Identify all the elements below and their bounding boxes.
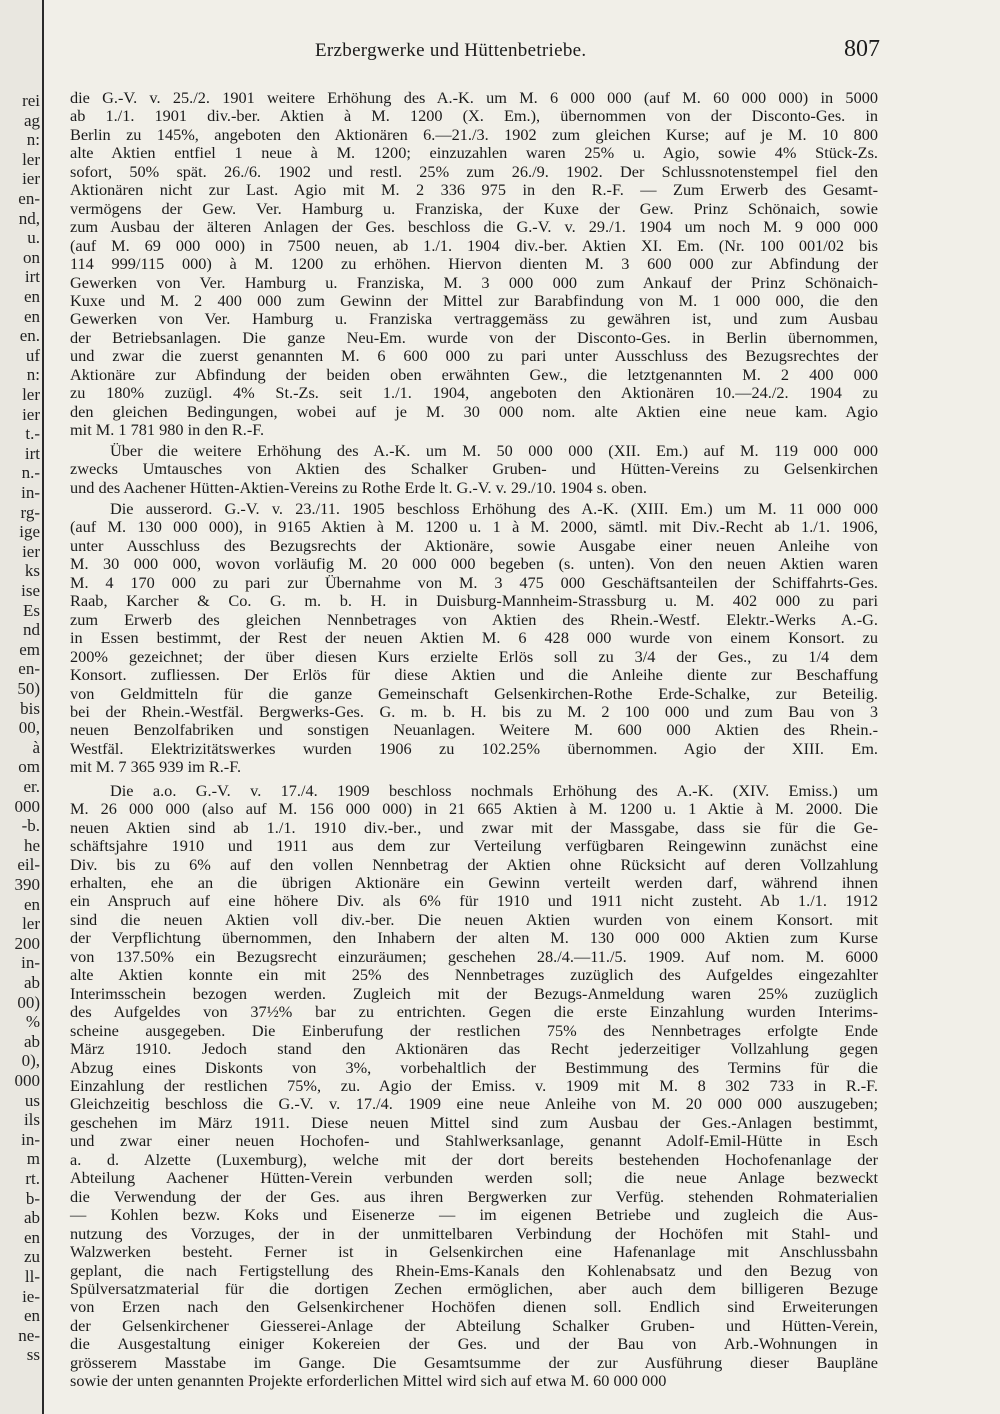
margin-fragment: rg-: [20, 502, 40, 522]
text-line: alte Aktien entfiel 1 neue à M. 1200; einzuzahlen waren 25% u. Agio, sowie 4% Stück-Zs.: [70, 143, 878, 163]
text-line: Die a.o. G.-V. v. 17./4. 1909 beschloss nochmals Erhöhung des A.-K. (XIV. Emiss.) um: [110, 780, 878, 800]
margin-fragment: 000: [14, 796, 40, 816]
text-line: (auf M. 69 000 000) in 7500 neuen, ab 1./1. 1904 div.-ber. Aktien XI. Em. (Nr. 100 001/02 bis: [70, 235, 878, 255]
margin-fragment: en: [23, 306, 40, 326]
text-line: Raab, Karcher & Co. G. m. b. H. in Duisburg-Mannheim-Strassburg u. M. 402 000 zu pari: [70, 591, 878, 611]
margin-fragment: en: [23, 1227, 40, 1247]
text-line: des Aufgeldes von 37½% bar zu entrichten. Gegen die erste Einzahlung wurden Interims-: [70, 1002, 878, 1022]
margin-fragment: en: [23, 894, 40, 914]
margin-fragment: u.: [27, 228, 40, 248]
text-line: Walzwerken besteht. Ferner ist in Gelsenkirchen eine Hafenanlage mit Anschlussbahn: [70, 1242, 878, 1262]
text-line: (auf M. 130 000 000), in 9165 Aktien à M. 1200 u. 1 à M. 2000, sämtl. mit Div.-Recht ab 1./1. 1906,: [70, 517, 878, 537]
text-line: zum Ausbau der älteren Anlagen der Ges. beschloss die G.-V. v. 29./1. 1904 um noch M. 9 000 000: [70, 217, 878, 237]
text-line: Div. bis zu 6% auf den vollen Nennbetrag der Aktien ohne Rücksicht auf deren Vollzahlung: [70, 854, 878, 874]
text-line: scheine ausgegeben. Die Einberufung der restlichen 75% des Nennbetrages erfolgte Ende: [70, 1020, 878, 1040]
margin-fragment: ag: [23, 110, 40, 130]
text-line: geplant, die nach Fertigstellung des Rhein-Ems-Kanals den Kohlenabsatz und den Bezug von: [70, 1260, 878, 1280]
text-line: von Geldmitteln für die ganze Gemeinschaft Gelsenkirchen-Rothe Erde-Schalke, zur Beteilig.: [70, 683, 878, 703]
margin-fragment: t.-: [25, 424, 40, 444]
text-line: von 137.50% ein Bezugsrecht einzuräumen; geschehen 28./4.—11./5. 1909. Auf nom. M. 6000: [70, 946, 878, 966]
margin-fragment: b-: [25, 1188, 40, 1208]
margin-fragment: er.: [23, 777, 40, 796]
margin-fragment: ier: [22, 541, 40, 561]
text-line: die Ausgestaltung einiger Kokereien der Ges. und der Bau von Arb.-Wohnungen in: [70, 1334, 878, 1354]
margin-fragment: ss: [26, 1345, 40, 1365]
margin-fragment: n:: [26, 365, 40, 385]
paragraph: [70, 89, 878, 440]
text-line: ab 1./1. 1901 div.-ber. Aktien à M. 1200 (X. Em.), übernommen von der Disconto-Ges. in: [70, 106, 878, 126]
text-line: alte Aktien konnte ein mit 25% des Nennbetrages zuzüglich des Aufgeldes eingezahlter: [70, 965, 878, 985]
text-line: grösserem Masstabe im Gange. Die Gesamtsumme der zur Ausführung dieser Baupläne: [70, 1352, 878, 1372]
body-text: [70, 89, 878, 1391]
text-line: mit M. 1 781 980 in den R.-F.: [70, 420, 265, 440]
text-line: geschehen im März 1911. Diese neuen Mittel sind zum Ausbau der Ges.-Anlagen bestimmt,: [70, 1112, 878, 1132]
text-line: vermögens der Gew. Ver. Hamburg u. Franziska, der Kuxe der Gew. Prinz Schönaich, sowie: [70, 198, 878, 218]
margin-fragment: irt: [24, 443, 40, 463]
text-line: bei der Rhein.-Westfäl. Bergwerks-Ges. G. m. b. H. bis zu M. 2 100 000 und zum Bau von 3: [70, 701, 878, 721]
margin-fragment: em: [19, 639, 40, 659]
margin-fragment: 00,: [18, 718, 40, 738]
text-line: M. 4 170 000 zu pari zur Übernahme von M. 3 475 000 Geschäftsanteilen der Schiffahrts-Ges.: [70, 572, 878, 592]
text-line: ein Anspruch auf eine höhere Div. als 6% für 1910 und 1911 nicht zusteht. Ab 1./1. 1912: [70, 891, 878, 911]
text-line: den gleichen Bedingungen, wobei auf je M. 30 000 nom. alte Aktien eine neue kam. Agio: [70, 401, 878, 421]
text-line: und zwar einer neuen Hochofen- und Stahlwerksanlage, genannt Adolf-Emil-Hütte in Esch: [70, 1131, 878, 1151]
margin-fragment: ier: [22, 169, 40, 189]
margin-fragment: en-: [18, 659, 40, 679]
running-head: [60, 36, 880, 66]
margin-fragment: en: [23, 287, 40, 306]
margin-fragment: eil-: [17, 855, 40, 875]
text-line: in Essen bestimmt, der Rest der neuen Aktien M. 6 428 000 wurde von einem Konsort. zu: [70, 628, 878, 648]
text-line: schäftsjahre 1910 und 1911 aus dem zur Verteilung verfügbaren Reingewinn zunächst eine: [70, 836, 878, 856]
text-line: Aktionären nicht zur Last. Agio mit M. 2 336 975 in den R.-F. — Zum Erwerb des Gesamt-: [70, 180, 878, 200]
margin-fragment: ne-: [18, 1325, 40, 1345]
margin-fragment: ise: [21, 581, 40, 600]
margin-fragment: ler: [22, 149, 40, 169]
margin-fragment: 00): [17, 992, 40, 1012]
text-line: neuen Aktien sind ab 1./1. 1910 div.-ber., und zwar mit der Massgabe, dass sie für die Ge-: [70, 817, 878, 837]
margin-fragment: en.: [19, 326, 40, 346]
margin-fragment: en-: [18, 189, 40, 208]
text-line: Gewerken von Ver. Hamburg u. Franziska, M. 3 000 000 zum Ankauf der Prinz Schönaich-: [70, 272, 878, 292]
margin-fragment: Es: [23, 600, 40, 620]
text-line: neuen Benzolfabriken und sonstigen Neuanlagen. Weitere M. 600 000 Aktien des Rhein.-: [70, 720, 878, 740]
text-line: Gleichzeitig beschloss die G.-V. v. 17./4. 1909 eine neue Anleihe von M. 20 000 000 auszugeben;: [70, 1094, 878, 1114]
text-line: sind die neuen Aktien voll div.-ber. Die neuen Aktien wurden von einem Konsort. mit: [70, 909, 878, 929]
text-line: Gewerken von Ver. Hamburg u. Franziska vertraggemäss zu gewähren ist, und zum Ausbau: [70, 309, 878, 329]
margin-fragment: ab: [23, 1208, 40, 1228]
margin-fragment: 0),: [21, 1051, 40, 1071]
margin-fragment: bis: [20, 698, 40, 718]
text-line: — Kohlen bezw. Koks und Eisenerze — im eigenen Betriebe und zugleich die Aus-: [70, 1205, 878, 1225]
text-line: nutzung des Vorzuges, der in der unmittelbaren Verbindung der Hochöfen mit Stahl- und: [70, 1223, 878, 1243]
margin-fragment: %: [25, 1012, 40, 1032]
margin-fragment: in-: [21, 483, 40, 502]
margin-fragment: n:: [26, 130, 40, 150]
text-line: Abteilung Aachener Hütten-Verein verbunden werden soll; die neue Anlage bezweckt: [70, 1168, 878, 1188]
margin-fragment: he: [23, 835, 40, 855]
page-number: 807: [844, 36, 880, 62]
margin-fragment: ige: [19, 522, 40, 542]
text-line: Abzug eines Diskonts von 3%, vorbehaltlich der Bestimmung des Termins für die: [70, 1057, 878, 1077]
text-line: Kuxe und M. 2 400 000 zum Gewinn der Mittel zur Barabfindung von M. 1 000 000, die den: [70, 290, 878, 310]
text-line: M. 30 000 000, wovon vorläufig M. 20 000 000 begeben (s. unten). Von den neuen Aktien waren: [70, 554, 878, 574]
paragraph: [70, 782, 878, 1391]
text-line: 200% gezeichnet; der über diesen Kurs erzielte Erlös soll zu 3/4 der Ges., zu 1/4 dem: [70, 646, 878, 666]
binding-line: [42, 0, 44, 1414]
text-line: 114 999/115 000) à M. 1200 zu erhöhen. Hiervon dienten M. 3 600 000 zur Abfindung der: [70, 254, 878, 274]
text-line: der Betriebsanlagen. Die ganze Neu-Em. wurde von der Disconto-Ges. in Berlin übernommen,: [70, 327, 878, 347]
text-line: mit M. 7 365 939 im R.-F.: [70, 757, 242, 777]
margin-fragment: 000: [14, 1071, 40, 1090]
margin-fragment: ks: [24, 561, 40, 581]
margin-fragment: zu: [23, 1247, 40, 1267]
margin-fragment: ab: [23, 1031, 40, 1051]
previous-page-gutter: [0, 0, 42, 1414]
text-line: Westfäl. Elektrizitätswerkes wurden 1906 zu 102.25% übernommen. Agio der XIII. Em.: [70, 738, 878, 758]
text-line: M. 26 000 000 (also auf M. 156 000 000) in 21 665 Aktien à M. 1200 u. 1 Aktie à M. 2000. Die: [70, 799, 878, 819]
margin-fragment: nd,: [18, 208, 40, 228]
margin-fragment: om: [18, 757, 40, 777]
text-line: Über die weitere Erhöhung des A.-K. um M. 50 000 000 (XII. Em.) auf M. 119 000 000: [110, 440, 878, 460]
margin-fragment: 50): [17, 679, 40, 698]
margin-fragment: 200: [14, 933, 40, 953]
text-line: Einzahlung der restlichen 75%, zu. Agio der Emiss. v. 1909 mit M. 8 302 733 in R.-F.: [70, 1076, 878, 1096]
text-line: von Erzen nach den Gelsenkirchener Hochöfen dienen soll. Endlich sind Erweiterungen: [70, 1297, 878, 1317]
margin-fragment: ier: [22, 404, 40, 424]
text-line: Die ausserord. G.-V. v. 23./11. 1905 beschloss Erhöhung des A.-K. (XIII. Em.) um M. 11 000 000: [110, 498, 878, 518]
text-line: zum Erwerb des gleichen Nennbetrages von Aktien des Rhein.-Westf. Elektr.-Werks A.-G.: [70, 609, 878, 629]
margin-fragment: en: [23, 1306, 40, 1326]
margin-fragment: m: [26, 1149, 40, 1169]
margin-fragment: in-: [21, 953, 40, 973]
text-line: sofort, 50% spät. 26./6. 1902 und restl. 25% zum 26./9. 1902. Der Schlussnotenstempel fiel den: [70, 161, 878, 181]
text-line: Aktionäre zur Abfindung der beiden oben erwähnten Gew., die letztgenannten M. 2 400 000: [70, 364, 878, 384]
margin-fragment: us: [24, 1090, 40, 1110]
margin-fragment: rt.: [25, 1169, 40, 1188]
margin-fragment: n.-: [21, 463, 40, 483]
margin-fragment: uf: [25, 345, 40, 365]
paragraph: [70, 442, 878, 497]
margin-fragment: ils: [23, 1110, 40, 1130]
text-line: Interimsschein bezogen werden. Zugleich mit der Bezugs-Anmeldung waren 25% zuzüglich: [70, 983, 878, 1003]
margin-fragment: ab: [23, 973, 40, 992]
text-line: März 1910. Jedoch stand den Aktionären das Recht jederzeitiger Vollzahlung gegen: [70, 1039, 878, 1059]
paragraph: [70, 500, 878, 777]
margin-fragment: ll-: [24, 1267, 40, 1286]
text-line: zu 180% zuzügl. 4% St.-Zs. seit 1./1. 1904, angeboten den Aktionären 10.—24./2. 1904 zu: [70, 383, 878, 403]
text-line: zwecks Umtausches von Aktien des Schalker Gruben- und Hütten-Vereins zu Gelsenkirchen: [70, 459, 878, 479]
text-line: die G.-V. v. 25./2. 1901 weitere Erhöhung des A.-K. um M. 6 000 000 (auf M. 60 000 000) in 5000: [70, 88, 878, 107]
text-line: die Verwendung der der Ges. aus ihren Bergwerken zur Verfüg. stehenden Rohmaterialien: [70, 1186, 878, 1206]
text-line: der Verpflichtung übernommen, den Inhabern der alten M. 130 000 000 Aktien zum Kurse: [70, 928, 878, 948]
margin-fragment: ler: [22, 385, 40, 404]
text-line: der Gelsenkirchener Giesserei-Anlage der Abteilung Schalker Gruben- und Hütten-Verein,: [70, 1315, 878, 1335]
running-title: Erzbergwerke und Hüttenbetriebe.: [315, 40, 587, 61]
margin-fragment: nd: [23, 620, 40, 640]
text-line: und zwar die zuerst genannten M. 6 600 000 zu pari unter Ausschluss des Bezugsrechtes der: [70, 346, 878, 366]
text-line: unter Ausschluss des Bezugsrechts der Aktionäre, sowie Ausgabe einer neuen Anleihe von: [70, 535, 878, 555]
margin-fragment: ie-: [22, 1286, 40, 1306]
text-line: a. d. Alzette (Luxemburg), welche mit der dort bereits bestehenden Hochofenanlage der: [70, 1149, 878, 1169]
text-line: Konsort. zufliessen. Der Erlös für diese Aktien und die Anleihe diente zur Beschaffung: [70, 665, 878, 685]
text-line: und des Aachener Hütten-Aktien-Vereins zu Rothe Erde lt. G.-V. v. 29./10. 1904 s. oben.: [70, 477, 647, 497]
text-line: sowie der unten genannten Projekte erforderlichen Mittel wird sich auf etwa M. 60 000 000: [70, 1371, 667, 1391]
margin-fragment: à: [32, 737, 40, 757]
text-line: Spülversatzmaterial für die dortigen Zechen ermöglichen, aber auch dem billigeren Bezuge: [70, 1279, 878, 1298]
margin-fragment: in-: [21, 1129, 40, 1149]
text-line: Berlin zu 145%, angeboten den Aktionären 6.—21./3. 1902 zum gleichen Kurse; auf je M. 10 800: [70, 124, 878, 144]
margin-fragment: on: [23, 247, 40, 267]
margin-fragment: irt: [24, 267, 40, 287]
margin-fragment: -b.: [21, 816, 40, 836]
text-line: erhalten, ehe an die übrigen Aktionäre ein Gewinn verteilt werden darf, während ihnen: [70, 873, 878, 893]
margin-fragment: 390: [14, 875, 40, 894]
margin-fragment: ler: [22, 914, 40, 934]
margin-fragment: rei: [22, 91, 40, 110]
